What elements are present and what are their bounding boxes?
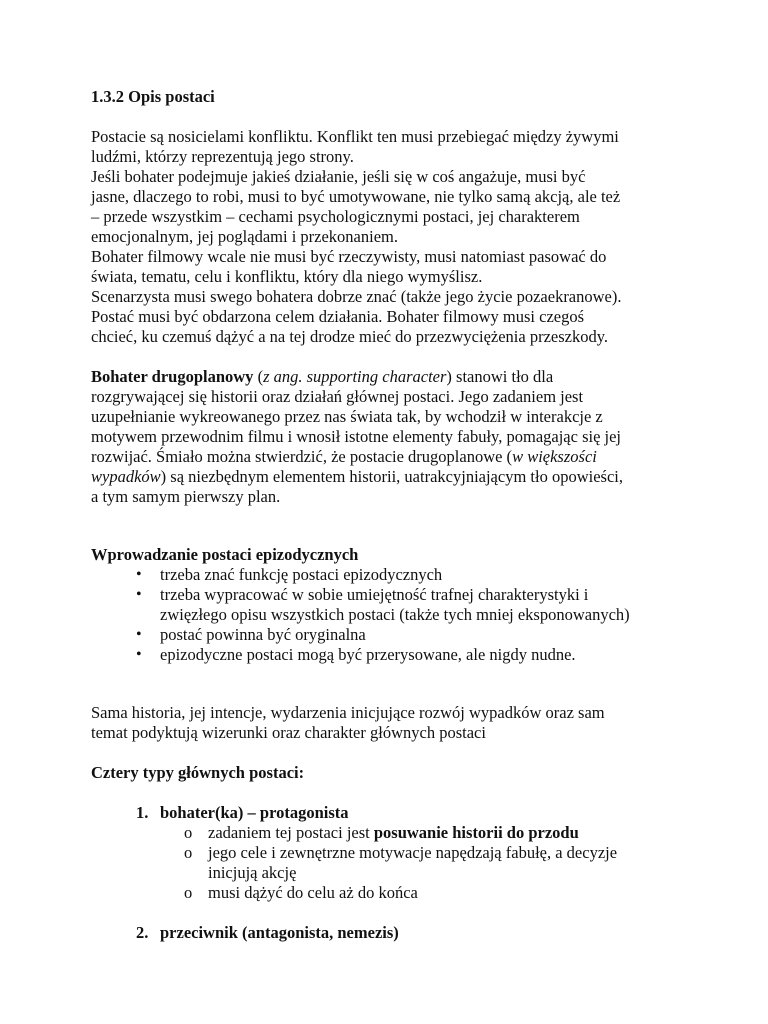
text-fragment: ) są niezbędnym elementem historii, uatrakcyjniającym tło opowieści, [160,467,623,486]
text-line: • trzeba wypracować w sobie umiejętność trafnej charakterystyki i [160,585,589,604]
text-line [91,447,691,467]
bullet-item [136,645,691,665]
character-types-list [91,803,691,943]
sub-item [184,883,691,903]
story-paragraph [91,703,691,743]
type-label: przeciwnik (antagonista, nemezis) [160,923,399,942]
text-line [91,367,691,387]
text-line: Sama historia, jej intencje, wydarzenia inicjujące rozwój wypadków oraz sam [91,703,605,722]
text-line: – przede wszystkim – cechami psychologicznymi postaci, jej charakterem [91,207,580,226]
circle-bullet: o [184,823,193,842]
text-line: Scenarzysta musi swego bohatera dobrze znać (także jego życie pozaekranowe). [91,287,622,306]
types-title: Cztery typy głównych postaci: [91,763,305,782]
supporting-term-english: z ang. supporting character [263,367,447,386]
sub-list [160,823,691,903]
text-line: świata, tematu, celu i konfliktu, który dla niego wymyślisz. [91,267,483,286]
text-line: uzupełnianie wykreowanego przez nas świata tak, by wchodził w interakcje z [91,407,603,426]
spacer [91,665,691,703]
text-line: motywem przewodnim filmu i wnosił istotne elementy fabuły, pomagając się jej [91,427,622,446]
episodic-bullet-list [91,565,691,665]
text-line: • postać powinna być oryginalna [160,625,366,644]
spacer [91,783,691,803]
text-line: emocjonalnym, jej poglądami i przekonaniem. [91,227,398,246]
bullet-item [136,625,691,645]
text-line: Bohater filmowy wcale nie musi być rzeczywisty, musi natomiast pasować do [91,247,607,266]
circle-bullet: o [184,843,193,862]
text-line: musi dążyć do celu aż do końca [208,883,418,902]
bullet-item [136,565,691,585]
sub-item [184,843,691,883]
text-fragment: ( [253,367,264,386]
spacer [91,507,691,545]
text-line [208,823,691,843]
spacer [91,107,691,127]
type-item [136,803,691,903]
episodic-title: Wprowadzanie postaci epizodycznych [91,545,359,564]
text-line: ludźmi, którzy reprezentują jego strony. [91,147,354,166]
type-item [136,923,691,943]
bullet-item [136,585,691,625]
supporting-term: Bohater drugoplanowy [91,367,254,386]
bold-fragment: posuwanie historii do przodu [373,823,579,842]
section-title: 1.3.2 Opis postaci [91,87,215,106]
text-line: Postacie są nosicielami konfliktu. Konflikt ten musi przebiegać między żywymi [91,127,619,146]
spacer [91,743,691,763]
text-line: Postać musi być obdarzona celem działania. Bohater filmowy musi czegoś [91,307,585,326]
type-label: bohater(ka) – protagonista [160,803,349,822]
italic-fragment: w większości [512,447,597,466]
sub-item [184,823,691,843]
text-line: a tym samym pierwszy plan. [91,487,281,506]
list-number: 1. [136,803,149,822]
list-number: 2. [136,923,149,942]
spacer [91,347,691,367]
text-line: jego cele i zewnętrzne motywacje napędzają fabułę, a decyzje [208,843,618,862]
intro-paragraph [91,127,691,347]
text-line: rozgrywającej się historii oraz działań głównej postaci. Jego zadaniem jest [91,387,584,406]
text-line [91,467,691,487]
supporting-character-paragraph [91,367,691,507]
document-page [91,87,691,943]
text-line: • trzeba znać funkcję postaci epizodycznych [160,565,443,584]
text-line: jasne, dlaczego to robi, musi to być umotywowane, nie tylko samą akcją, ale też [91,187,621,206]
text-fragment: zadaniem tej postaci jest [208,823,374,842]
text-line: temat podyktują wizerunki oraz charakter głównych postaci [91,723,486,742]
italic-fragment: wypadków [91,467,161,486]
text-fragment: rozwijać. Śmiało można stwierdzić, że postacie drugoplanowe ( [91,447,513,466]
text-line: Jeśli bohater podejmuje jakieś działanie, jeśli się w coś angażuje, musi być [91,167,586,186]
text-line: zwięzłego opisu wszystkich postaci (także tych mniej eksponowanych) [160,605,630,624]
text-line: chcieć, ku czemuś dążyć a na tej drodze mieć do przezwyciężenia przeszkody. [91,327,609,346]
text-fragment: ) stanowi tło dla [446,367,554,386]
text-line: inicjują akcję [208,863,297,882]
text-line: • epizodyczne postaci mogą być przerysowane, ale nigdy nudne. [160,645,576,664]
circle-bullet: o [184,883,193,902]
